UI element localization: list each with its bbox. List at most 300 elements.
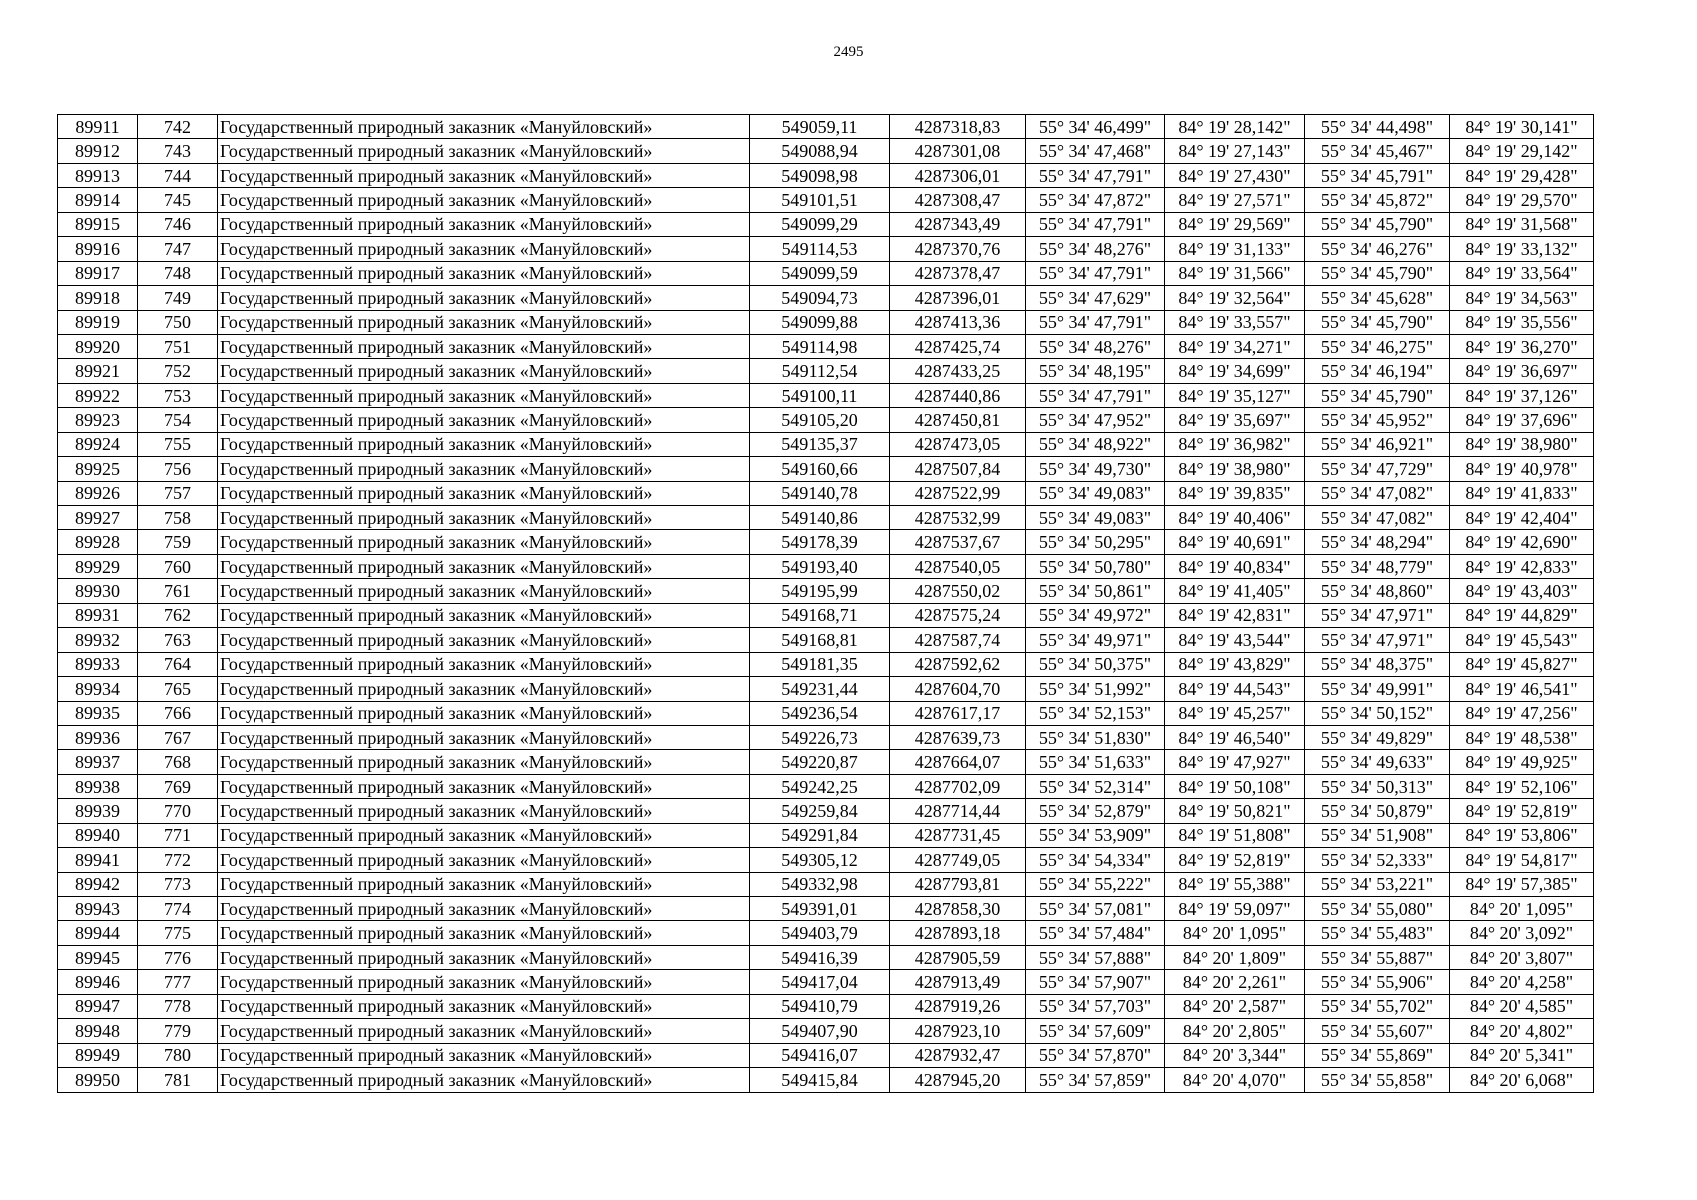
cell-latitude-1: 55° 34' 50,861" [1026, 579, 1165, 603]
cell-longitude-1: 84° 19' 29,569" [1165, 212, 1305, 236]
cell-longitude-1: 84° 19' 28,142" [1165, 115, 1305, 139]
cell-x-coordinate: 549140,78 [750, 481, 890, 505]
cell-x-coordinate: 549407,90 [750, 1019, 890, 1043]
cell-longitude-1: 84° 20' 2,587" [1165, 994, 1305, 1018]
cell-y-coordinate: 4287308,47 [890, 188, 1026, 212]
cell-longitude-2: 84° 20' 5,341" [1450, 1043, 1594, 1067]
cell-longitude-1: 84° 19' 50,108" [1165, 774, 1305, 798]
cell-latitude-2: 55° 34' 47,729" [1305, 457, 1450, 481]
cell-latitude-1: 55° 34' 50,375" [1026, 652, 1165, 676]
cell-longitude-1: 84° 19' 34,699" [1165, 359, 1305, 383]
cell-longitude-1: 84° 19' 31,133" [1165, 237, 1305, 261]
cell-longitude-1: 84° 19' 35,697" [1165, 408, 1305, 432]
cell-y-coordinate: 4287919,26 [890, 994, 1026, 1018]
cell-point-number: 745 [138, 188, 218, 212]
cell-point-number: 751 [138, 334, 218, 358]
table-row [58, 970, 1594, 994]
cell-latitude-2: 55° 34' 49,633" [1305, 750, 1450, 774]
cell-x-coordinate: 549193,40 [750, 554, 890, 578]
cell-record-number: 89915 [58, 212, 138, 236]
cell-longitude-2: 84° 20' 1,095" [1450, 897, 1594, 921]
cell-longitude-2: 84° 19' 29,142" [1450, 139, 1594, 163]
cell-longitude-1: 84° 19' 38,980" [1165, 457, 1305, 481]
table-row [58, 334, 1594, 358]
cell-y-coordinate: 4287639,73 [890, 725, 1026, 749]
cell-point-number: 746 [138, 212, 218, 236]
cell-latitude-2: 55° 34' 48,294" [1305, 530, 1450, 554]
cell-latitude-2: 55° 34' 45,791" [1305, 163, 1450, 187]
cell-point-number: 779 [138, 1019, 218, 1043]
cell-point-number: 770 [138, 799, 218, 823]
cell-latitude-2: 55° 34' 47,082" [1305, 506, 1450, 530]
cell-longitude-1: 84° 19' 40,834" [1165, 554, 1305, 578]
table-row [58, 554, 1594, 578]
table-row [58, 579, 1594, 603]
cell-x-coordinate: 549099,29 [750, 212, 890, 236]
cell-latitude-1: 55° 34' 57,888" [1026, 945, 1165, 969]
cell-record-number: 89927 [58, 506, 138, 530]
table-row [58, 188, 1594, 212]
cell-point-number: 771 [138, 823, 218, 847]
table-row [58, 383, 1594, 407]
cell-point-number: 748 [138, 261, 218, 285]
cell-record-number: 89926 [58, 481, 138, 505]
coordinates-table [57, 114, 1594, 1093]
cell-x-coordinate: 549099,88 [750, 310, 890, 334]
cell-record-number: 89940 [58, 823, 138, 847]
cell-point-number: 760 [138, 554, 218, 578]
cell-point-number: 750 [138, 310, 218, 334]
cell-latitude-1: 55° 34' 49,083" [1026, 481, 1165, 505]
cell-point-number: 764 [138, 652, 218, 676]
cell-record-number: 89935 [58, 701, 138, 725]
cell-record-number: 89937 [58, 750, 138, 774]
cell-longitude-2: 84° 19' 43,403" [1450, 579, 1594, 603]
cell-name: Государственный природный заказник «Мануйловский» [218, 799, 750, 823]
cell-name: Государственный природный заказник «Мануйловский» [218, 481, 750, 505]
cell-longitude-2: 84° 19' 52,106" [1450, 774, 1594, 798]
table-row [58, 163, 1594, 187]
cell-latitude-1: 55° 34' 49,083" [1026, 506, 1165, 530]
cell-y-coordinate: 4287440,86 [890, 383, 1026, 407]
cell-y-coordinate: 4287507,84 [890, 457, 1026, 481]
cell-latitude-1: 55° 34' 48,276" [1026, 237, 1165, 261]
table-row [58, 530, 1594, 554]
cell-latitude-2: 55° 34' 49,829" [1305, 725, 1450, 749]
cell-latitude-1: 55° 34' 47,791" [1026, 163, 1165, 187]
cell-point-number: 773 [138, 872, 218, 896]
cell-latitude-1: 55° 34' 47,468" [1026, 139, 1165, 163]
cell-y-coordinate: 4287793,81 [890, 872, 1026, 896]
cell-longitude-2: 84° 19' 42,833" [1450, 554, 1594, 578]
cell-y-coordinate: 4287702,09 [890, 774, 1026, 798]
cell-latitude-1: 55° 34' 48,195" [1026, 359, 1165, 383]
cell-longitude-1: 84° 19' 35,127" [1165, 383, 1305, 407]
cell-latitude-1: 55° 34' 57,609" [1026, 1019, 1165, 1043]
cell-latitude-1: 55° 34' 48,922" [1026, 432, 1165, 456]
cell-x-coordinate: 549099,59 [750, 261, 890, 285]
table-row [58, 506, 1594, 530]
cell-longitude-2: 84° 19' 46,541" [1450, 677, 1594, 701]
cell-y-coordinate: 4287604,70 [890, 677, 1026, 701]
cell-y-coordinate: 4287425,74 [890, 334, 1026, 358]
cell-y-coordinate: 4287617,17 [890, 701, 1026, 725]
cell-y-coordinate: 4287433,25 [890, 359, 1026, 383]
cell-record-number: 89934 [58, 677, 138, 701]
cell-x-coordinate: 549259,84 [750, 799, 890, 823]
cell-name: Государственный природный заказник «Мануйловский» [218, 334, 750, 358]
table-row [58, 261, 1594, 285]
cell-y-coordinate: 4287587,74 [890, 628, 1026, 652]
cell-name: Государственный природный заказник «Мануйловский» [218, 139, 750, 163]
cell-point-number: 781 [138, 1068, 218, 1092]
cell-y-coordinate: 4287664,07 [890, 750, 1026, 774]
cell-latitude-1: 55° 34' 46,499" [1026, 115, 1165, 139]
cell-name: Государственный природный заказник «Мануйловский» [218, 603, 750, 627]
cell-point-number: 747 [138, 237, 218, 261]
cell-record-number: 89939 [58, 799, 138, 823]
cell-name: Государственный природный заказник «Мануйловский» [218, 994, 750, 1018]
cell-name: Государственный природный заказник «Мануйловский» [218, 359, 750, 383]
cell-name: Государственный природный заказник «Мануйловский» [218, 945, 750, 969]
cell-record-number: 89933 [58, 652, 138, 676]
cell-name: Государственный природный заказник «Мануйловский» [218, 212, 750, 236]
cell-latitude-2: 55° 34' 52,333" [1305, 848, 1450, 872]
cell-latitude-1: 55° 34' 51,633" [1026, 750, 1165, 774]
cell-latitude-1: 55° 34' 57,081" [1026, 897, 1165, 921]
cell-record-number: 89925 [58, 457, 138, 481]
table-row [58, 799, 1594, 823]
cell-x-coordinate: 549195,99 [750, 579, 890, 603]
cell-record-number: 89947 [58, 994, 138, 1018]
cell-record-number: 89918 [58, 286, 138, 310]
cell-name: Государственный природный заказник «Мануйловский» [218, 310, 750, 334]
cell-longitude-2: 84° 19' 33,132" [1450, 237, 1594, 261]
cell-point-number: 762 [138, 603, 218, 627]
cell-x-coordinate: 549410,79 [750, 994, 890, 1018]
cell-name: Государственный природный заказник «Мануйловский» [218, 1019, 750, 1043]
cell-name: Государственный природный заказник «Мануйловский» [218, 677, 750, 701]
cell-x-coordinate: 549140,86 [750, 506, 890, 530]
cell-name: Государственный природный заказник «Мануйловский» [218, 188, 750, 212]
cell-point-number: 761 [138, 579, 218, 603]
cell-latitude-1: 55° 34' 52,153" [1026, 701, 1165, 725]
cell-longitude-2: 84° 19' 33,564" [1450, 261, 1594, 285]
cell-x-coordinate: 549181,35 [750, 652, 890, 676]
cell-longitude-2: 84° 19' 42,404" [1450, 506, 1594, 530]
cell-record-number: 89941 [58, 848, 138, 872]
cell-name: Государственный природный заказник «Мануйловский» [218, 897, 750, 921]
cell-x-coordinate: 549220,87 [750, 750, 890, 774]
cell-longitude-1: 84° 20' 2,261" [1165, 970, 1305, 994]
table-row [58, 774, 1594, 798]
cell-name: Государственный природный заказник «Мануйловский» [218, 774, 750, 798]
cell-latitude-2: 55° 34' 55,906" [1305, 970, 1450, 994]
cell-latitude-2: 55° 34' 44,498" [1305, 115, 1450, 139]
cell-latitude-2: 55° 34' 55,607" [1305, 1019, 1450, 1043]
cell-record-number: 89916 [58, 237, 138, 261]
table-row [58, 286, 1594, 310]
cell-x-coordinate: 549098,98 [750, 163, 890, 187]
cell-name: Государственный природный заказник «Мануйловский» [218, 237, 750, 261]
cell-x-coordinate: 549416,07 [750, 1043, 890, 1067]
cell-latitude-1: 55° 34' 53,909" [1026, 823, 1165, 847]
cell-longitude-1: 84° 19' 27,143" [1165, 139, 1305, 163]
table-row [58, 945, 1594, 969]
cell-record-number: 89928 [58, 530, 138, 554]
cell-point-number: 769 [138, 774, 218, 798]
cell-longitude-2: 84° 19' 49,925" [1450, 750, 1594, 774]
cell-longitude-1: 84° 20' 1,809" [1165, 945, 1305, 969]
cell-name: Государственный природный заказник «Мануйловский» [218, 432, 750, 456]
cell-latitude-2: 55° 34' 55,887" [1305, 945, 1450, 969]
cell-point-number: 767 [138, 725, 218, 749]
cell-point-number: 763 [138, 628, 218, 652]
cell-longitude-1: 84° 19' 34,271" [1165, 334, 1305, 358]
cell-x-coordinate: 549236,54 [750, 701, 890, 725]
cell-longitude-1: 84° 19' 43,544" [1165, 628, 1305, 652]
table-row [58, 139, 1594, 163]
cell-longitude-2: 84° 19' 38,980" [1450, 432, 1594, 456]
cell-record-number: 89931 [58, 603, 138, 627]
cell-y-coordinate: 4287945,20 [890, 1068, 1026, 1092]
cell-record-number: 89921 [58, 359, 138, 383]
cell-point-number: 780 [138, 1043, 218, 1067]
cell-longitude-2: 84° 20' 4,802" [1450, 1019, 1594, 1043]
cell-record-number: 89949 [58, 1043, 138, 1067]
cell-point-number: 744 [138, 163, 218, 187]
cell-name: Государственный природный заказник «Мануйловский» [218, 408, 750, 432]
cell-record-number: 89922 [58, 383, 138, 407]
cell-longitude-2: 84° 19' 34,563" [1450, 286, 1594, 310]
cell-record-number: 89913 [58, 163, 138, 187]
cell-record-number: 89917 [58, 261, 138, 285]
cell-point-number: 743 [138, 139, 218, 163]
cell-longitude-1: 84° 19' 51,808" [1165, 823, 1305, 847]
cell-record-number: 89950 [58, 1068, 138, 1092]
cell-longitude-1: 84° 19' 47,927" [1165, 750, 1305, 774]
cell-point-number: 758 [138, 506, 218, 530]
cell-longitude-2: 84° 19' 44,829" [1450, 603, 1594, 627]
cell-x-coordinate: 549088,94 [750, 139, 890, 163]
cell-longitude-1: 84° 20' 1,095" [1165, 921, 1305, 945]
cell-latitude-2: 55° 34' 55,080" [1305, 897, 1450, 921]
cell-longitude-2: 84° 19' 29,570" [1450, 188, 1594, 212]
cell-latitude-2: 55° 34' 55,702" [1305, 994, 1450, 1018]
cell-longitude-1: 84° 19' 59,097" [1165, 897, 1305, 921]
cell-point-number: 774 [138, 897, 218, 921]
table-body [58, 115, 1594, 1093]
cell-longitude-1: 84° 20' 4,070" [1165, 1068, 1305, 1092]
cell-longitude-2: 84° 20' 4,585" [1450, 994, 1594, 1018]
cell-latitude-1: 55° 34' 47,791" [1026, 261, 1165, 285]
cell-y-coordinate: 4287550,02 [890, 579, 1026, 603]
cell-longitude-2: 84° 20' 3,092" [1450, 921, 1594, 945]
cell-record-number: 89923 [58, 408, 138, 432]
cell-latitude-2: 55° 34' 47,082" [1305, 481, 1450, 505]
cell-longitude-2: 84° 19' 57,385" [1450, 872, 1594, 896]
cell-x-coordinate: 549168,81 [750, 628, 890, 652]
cell-y-coordinate: 4287413,36 [890, 310, 1026, 334]
table-row [58, 897, 1594, 921]
cell-longitude-1: 84° 19' 45,257" [1165, 701, 1305, 725]
cell-latitude-2: 55° 34' 46,921" [1305, 432, 1450, 456]
cell-y-coordinate: 4287396,01 [890, 286, 1026, 310]
cell-latitude-2: 55° 34' 49,991" [1305, 677, 1450, 701]
cell-x-coordinate: 549100,11 [750, 383, 890, 407]
table-row [58, 432, 1594, 456]
cell-latitude-1: 55° 34' 48,276" [1026, 334, 1165, 358]
cell-name: Государственный природный заказник «Мануйловский» [218, 872, 750, 896]
cell-latitude-1: 55° 34' 51,992" [1026, 677, 1165, 701]
cell-x-coordinate: 549415,84 [750, 1068, 890, 1092]
cell-name: Государственный природный заказник «Мануйловский» [218, 1043, 750, 1067]
cell-longitude-1: 84° 20' 2,805" [1165, 1019, 1305, 1043]
cell-y-coordinate: 4287532,99 [890, 506, 1026, 530]
cell-x-coordinate: 549403,79 [750, 921, 890, 945]
table-row [58, 408, 1594, 432]
cell-latitude-2: 55° 34' 45,872" [1305, 188, 1450, 212]
cell-name: Государственный природный заказник «Мануйловский» [218, 701, 750, 725]
cell-longitude-1: 84° 19' 44,543" [1165, 677, 1305, 701]
cell-longitude-1: 84° 19' 39,835" [1165, 481, 1305, 505]
cell-longitude-1: 84° 19' 40,406" [1165, 506, 1305, 530]
cell-y-coordinate: 4287370,76 [890, 237, 1026, 261]
cell-latitude-2: 55° 34' 47,971" [1305, 603, 1450, 627]
cell-y-coordinate: 4287905,59 [890, 945, 1026, 969]
cell-point-number: 766 [138, 701, 218, 725]
cell-longitude-1: 84° 19' 32,564" [1165, 286, 1305, 310]
cell-longitude-2: 84° 19' 37,126" [1450, 383, 1594, 407]
cell-point-number: 756 [138, 457, 218, 481]
cell-record-number: 89944 [58, 921, 138, 945]
cell-name: Государственный природный заказник «Мануйловский» [218, 1068, 750, 1092]
cell-point-number: 759 [138, 530, 218, 554]
cell-latitude-1: 55° 34' 57,484" [1026, 921, 1165, 945]
cell-latitude-1: 55° 34' 51,830" [1026, 725, 1165, 749]
cell-longitude-2: 84° 19' 29,428" [1450, 163, 1594, 187]
cell-longitude-1: 84° 19' 55,388" [1165, 872, 1305, 896]
cell-y-coordinate: 4287575,24 [890, 603, 1026, 627]
cell-x-coordinate: 549059,11 [750, 115, 890, 139]
table-row [58, 212, 1594, 236]
cell-latitude-2: 55° 34' 46,275" [1305, 334, 1450, 358]
cell-name: Государственный природный заказник «Мануйловский» [218, 383, 750, 407]
cell-latitude-2: 55° 34' 55,483" [1305, 921, 1450, 945]
cell-longitude-2: 84° 19' 47,256" [1450, 701, 1594, 725]
cell-longitude-2: 84° 20' 6,068" [1450, 1068, 1594, 1092]
cell-point-number: 777 [138, 970, 218, 994]
table-row [58, 481, 1594, 505]
cell-latitude-1: 55° 34' 52,879" [1026, 799, 1165, 823]
cell-x-coordinate: 549332,98 [750, 872, 890, 896]
cell-y-coordinate: 4287923,10 [890, 1019, 1026, 1043]
cell-point-number: 775 [138, 921, 218, 945]
cell-name: Государственный природный заказник «Мануйловский» [218, 823, 750, 847]
table-row [58, 750, 1594, 774]
cell-y-coordinate: 4287378,47 [890, 261, 1026, 285]
table-row [58, 628, 1594, 652]
cell-y-coordinate: 4287932,47 [890, 1043, 1026, 1067]
cell-latitude-1: 55° 34' 50,295" [1026, 530, 1165, 554]
cell-record-number: 89936 [58, 725, 138, 749]
cell-latitude-2: 55° 34' 48,860" [1305, 579, 1450, 603]
cell-point-number: 765 [138, 677, 218, 701]
cell-longitude-1: 84° 19' 31,566" [1165, 261, 1305, 285]
cell-longitude-2: 84° 19' 54,817" [1450, 848, 1594, 872]
cell-latitude-2: 55° 34' 45,790" [1305, 212, 1450, 236]
table-row [58, 872, 1594, 896]
cell-point-number: 772 [138, 848, 218, 872]
cell-latitude-2: 55° 34' 50,313" [1305, 774, 1450, 798]
table-row [58, 725, 1594, 749]
cell-longitude-1: 84° 19' 46,540" [1165, 725, 1305, 749]
cell-longitude-1: 84° 19' 50,821" [1165, 799, 1305, 823]
cell-x-coordinate: 549417,04 [750, 970, 890, 994]
cell-point-number: 754 [138, 408, 218, 432]
cell-longitude-1: 84° 19' 52,819" [1165, 848, 1305, 872]
cell-record-number: 89930 [58, 579, 138, 603]
cell-x-coordinate: 549160,66 [750, 457, 890, 481]
cell-latitude-2: 55° 34' 50,152" [1305, 701, 1450, 725]
cell-name: Государственный природный заказник «Мануйловский» [218, 750, 750, 774]
cell-latitude-1: 55° 34' 47,791" [1026, 212, 1165, 236]
cell-longitude-2: 84° 19' 37,696" [1450, 408, 1594, 432]
cell-point-number: 742 [138, 115, 218, 139]
table-row [58, 457, 1594, 481]
cell-name: Государственный природный заказник «Мануйловский» [218, 579, 750, 603]
cell-latitude-1: 55° 34' 52,314" [1026, 774, 1165, 798]
cell-point-number: 768 [138, 750, 218, 774]
cell-x-coordinate: 549178,39 [750, 530, 890, 554]
cell-latitude-2: 55° 34' 45,952" [1305, 408, 1450, 432]
cell-latitude-1: 55° 34' 57,859" [1026, 1068, 1165, 1092]
cell-latitude-1: 55° 34' 49,972" [1026, 603, 1165, 627]
table-row [58, 652, 1594, 676]
cell-x-coordinate: 549305,12 [750, 848, 890, 872]
cell-name: Государственный природный заказник «Мануйловский» [218, 286, 750, 310]
cell-longitude-2: 84° 19' 31,568" [1450, 212, 1594, 236]
cell-name: Государственный природный заказник «Мануйловский» [218, 848, 750, 872]
cell-longitude-2: 84° 19' 30,141" [1450, 115, 1594, 139]
cell-latitude-1: 55° 34' 47,952" [1026, 408, 1165, 432]
cell-point-number: 778 [138, 994, 218, 1018]
cell-x-coordinate: 549242,25 [750, 774, 890, 798]
cell-longitude-2: 84° 19' 45,827" [1450, 652, 1594, 676]
cell-y-coordinate: 4287592,62 [890, 652, 1026, 676]
cell-latitude-1: 55° 34' 57,870" [1026, 1043, 1165, 1067]
cell-longitude-1: 84° 20' 3,344" [1165, 1043, 1305, 1067]
cell-longitude-2: 84° 19' 52,819" [1450, 799, 1594, 823]
cell-record-number: 89911 [58, 115, 138, 139]
cell-record-number: 89932 [58, 628, 138, 652]
cell-latitude-2: 55° 34' 45,790" [1305, 383, 1450, 407]
cell-latitude-2: 55° 34' 55,858" [1305, 1068, 1450, 1092]
cell-longitude-2: 84° 19' 36,270" [1450, 334, 1594, 358]
table-row [58, 359, 1594, 383]
cell-name: Государственный природный заказник «Мануйловский» [218, 261, 750, 285]
cell-y-coordinate: 4287473,05 [890, 432, 1026, 456]
cell-latitude-2: 55° 34' 46,276" [1305, 237, 1450, 261]
cell-y-coordinate: 4287522,99 [890, 481, 1026, 505]
table-row [58, 701, 1594, 725]
cell-longitude-2: 84° 20' 4,258" [1450, 970, 1594, 994]
cell-latitude-2: 55° 34' 45,467" [1305, 139, 1450, 163]
cell-x-coordinate: 549135,37 [750, 432, 890, 456]
cell-y-coordinate: 4287714,44 [890, 799, 1026, 823]
table-row [58, 848, 1594, 872]
cell-record-number: 89920 [58, 334, 138, 358]
